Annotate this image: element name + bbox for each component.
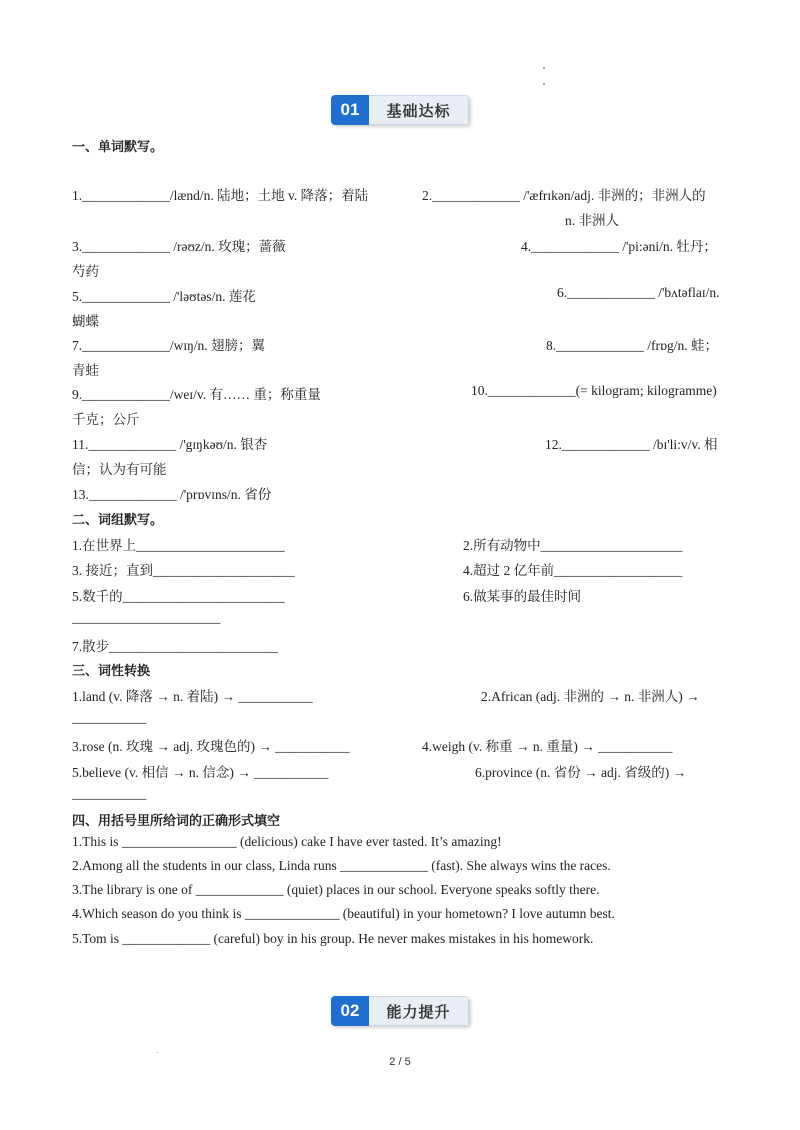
word-item-13: 13._____________ /'prɒvɪns/n. 省份 [72,487,272,502]
fill-item-1: 1.This is _________________ (delicious) cake I have ever tasted. It’s amazing! [72,834,502,849]
section-badge-basic [331,95,469,125]
fill-item-3: 3.The library is one of _____________ (quiet) places in our school. Everyone speaks softly there. [72,882,600,897]
decorative-dot [543,83,545,85]
conversion-item-6-line: ___________ [72,786,147,801]
badge-label: 基础达标 [369,95,469,125]
fill-item-2: 2.Among all the students in our class, Linda runs _____________ (fast). She always wins the races. [72,858,611,873]
phrase-item-2: 2.所有动物中_____________________ [463,538,683,553]
word-item-5: 5._____________ /'ləʊtəs/n. 莲花 [72,289,256,304]
decorative-dot [543,67,545,69]
phrase-item-1: 1.在世界上______________________ [72,538,285,553]
section-title-word-dictation: 一、单词默写。 [72,140,164,155]
word-item-3: 3._____________ /rəʊz/n. 玫瑰；蔷薇 [72,239,286,254]
fill-item-5: 5.Tom is _____________ (careful) boy in his group. He never makes mistakes in his homework. [72,931,594,946]
word-item-12: 12._____________ /bɪ'li:v/v. 相 [545,437,718,452]
word-item-1: 1._____________/lænd/n. 陆地；土地 v. 降落；着陆 [72,188,369,203]
word-item-8: 8._____________ /frɒg/n. 蛙； [546,338,719,353]
word-item-4: 4._____________ /'pi:əni/n. 牡丹； [521,239,717,254]
word-item-7: 7._____________/wɪŋ/n. 翅膀；翼 [72,338,266,353]
phrase-item-5: 5.数千的________________________ [72,589,285,604]
word-item-4-cont: 芍药 [72,264,99,279]
phrase-item-6-line: ______________________ [72,610,221,625]
word-item-6-cont: 蝴蝶 [72,314,99,329]
word-item-12-cont: 信；认为有可能 [72,462,167,477]
word-item-6: 6._____________ /'bʌtəflaɪ/n. [557,285,720,300]
phrase-item-6: 6.做某事的最佳时间 [463,589,582,604]
conversion-item-3: 3.rose (n. 玫瑰 → adj. 玫瑰色的) → ___________ [72,739,350,754]
phrase-item-3: 3. 接近；直到_____________________ [72,563,295,578]
fill-item-4: 4.Which season do you think is ______________ (beautiful) in your hometown? I love autumn best. [72,906,615,921]
decorative-dot [157,1052,158,1053]
conversion-item-6: 6.province (n. 省份 → adj. 省级的) → [475,765,687,780]
conversion-item-2: 2.African (adj. 非洲的 → n. 非洲人) → [481,689,700,704]
word-item-11: 11._____________ /'gɪŋkəʊ/n. 银杏 [72,437,268,452]
badge-number: 01 [331,95,369,125]
section-badge-advanced [331,996,469,1026]
section-title-fill-in: 四、用括号里所给词的正确形式填空 [72,814,281,829]
section-title-part-of-speech: 三、词性转换 [72,664,151,679]
conversion-item-5: 5.believe (v. 相信 → n. 信念) → ___________ [72,765,329,780]
conversion-item-4: 4.weigh (v. 称重 → n. 重量) → ___________ [422,739,673,754]
word-item-10-cont: 千克；公斤 [72,412,140,427]
page-number: 2 / 5 [389,1056,411,1068]
word-item-9: 9._____________/weɪ/v. 有…… 重；称重量 [72,387,321,402]
badge-number: 02 [331,996,369,1026]
phrase-item-4: 4.超过 2 亿年前___________________ [463,563,683,578]
word-item-8-cont: 青蛙 [72,363,99,378]
section-title-phrase-dictation: 二、词组默写。 [72,513,164,528]
word-item-2: 2._____________ /'æfrɪkən/adj. 非洲的；非洲人的 [422,188,706,203]
phrase-item-7: 7.散步_________________________ [72,639,278,654]
conversion-item-2-line: ___________ [72,710,147,725]
word-item-10: 10._____________(= kilogram; kilogramme) [471,383,717,398]
conversion-item-1: 1.land (v. 降落 → n. 着陆) → ___________ [72,689,313,704]
word-item-2-cont: n. 非洲人 [565,213,619,228]
badge-label: 能力提升 [369,996,469,1026]
